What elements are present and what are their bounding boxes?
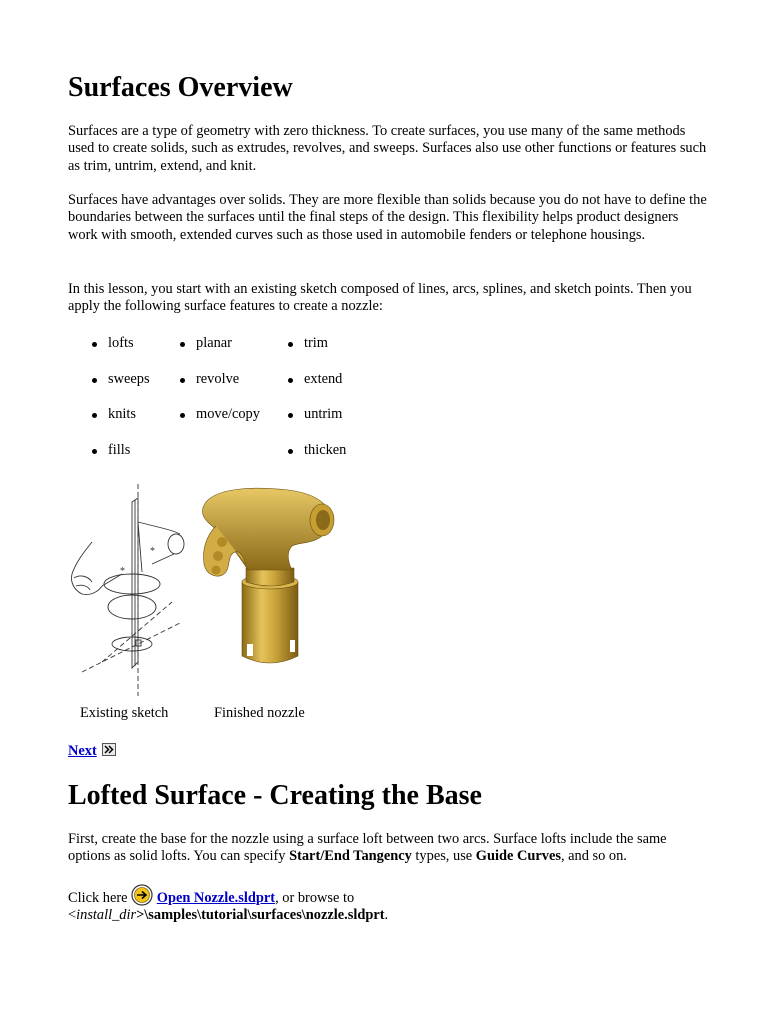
feature-item: planar: [180, 335, 260, 371]
feature-item: extend: [288, 371, 346, 407]
lesson-paragraph: In this lesson, you start with an existing sketch composed of lines, arcs, splines, and sketch points. Then you apply the following surface features to create a nozzle:: [68, 281, 692, 315]
loft-paragraph: First, create the base for the nozzle using a surface loft between two arcs. Surface lofts include the same options as solid lofts. You can specify Start/End Tangency types, use Guide Curves, and so on.: [68, 831, 667, 865]
feature-item: knits: [92, 406, 150, 442]
feature-item: trim: [288, 335, 346, 371]
start-end-tangency-term: Start/End Tangency: [289, 848, 412, 865]
feature-item: move/copy: [180, 406, 260, 442]
section-title-surfaces-overview: Surfaces Overview: [68, 72, 293, 103]
feature-list-col1: [92, 335, 150, 478]
feature-list-col3: [288, 335, 346, 478]
arrow-circle-icon[interactable]: [131, 884, 153, 906]
open-nozzle-link[interactable]: Open Nozzle.sldprt: [156, 890, 276, 906]
feature-list-col2: [180, 335, 260, 442]
svg-text:*: *: [150, 546, 155, 557]
feature-item: revolve: [180, 371, 260, 407]
open-file-paragraph: Click here Open Nozzle.sldprt, or browse to <install_dir>\samples\tutorial\surfaces\nozzle.sldprt.: [68, 884, 708, 925]
feature-item: thicken: [288, 442, 346, 478]
next-link[interactable]: Next: [68, 743, 97, 759]
install-dir-text: install_dir: [76, 907, 137, 924]
section-title-lofted-surface: Lofted Surface - Creating the Base: [68, 780, 482, 811]
existing-sketch-caption: Existing sketch: [80, 705, 169, 721]
feature-item: lofts: [92, 335, 150, 371]
existing-sketch-image: [62, 482, 190, 698]
svg-text:*: *: [120, 566, 125, 577]
feature-item: fills: [92, 442, 150, 478]
advantages-paragraph: Surfaces have advantages over solids. They are more flexible than solids because you do not have to define the boundaries between the surfaces until the final steps of the design. This flexibility helps product designers work with smooth, extended curves such as those used in automobile fenders or telephone housings.: [68, 192, 707, 243]
nozzle-path-text: >\samples\tutorial\surfaces\nozzle.sldprt: [136, 907, 385, 924]
finished-nozzle-image: [192, 484, 342, 674]
feature-item: sweeps: [92, 371, 150, 407]
intro-paragraph: Surfaces are a type of geometry with zero thickness. To create surfaces, you use many of the same methods used to create solids, such as extrudes, revolves, and sweeps. Surfaces also use other functions or features such as trim, untrim, extend, and knit.: [68, 123, 707, 174]
guide-curves-term: Guide Curves: [475, 848, 561, 865]
feature-item: untrim: [288, 406, 346, 442]
double-chevron-right-icon[interactable]: [102, 743, 116, 756]
finished-nozzle-caption: Finished nozzle: [214, 705, 305, 721]
